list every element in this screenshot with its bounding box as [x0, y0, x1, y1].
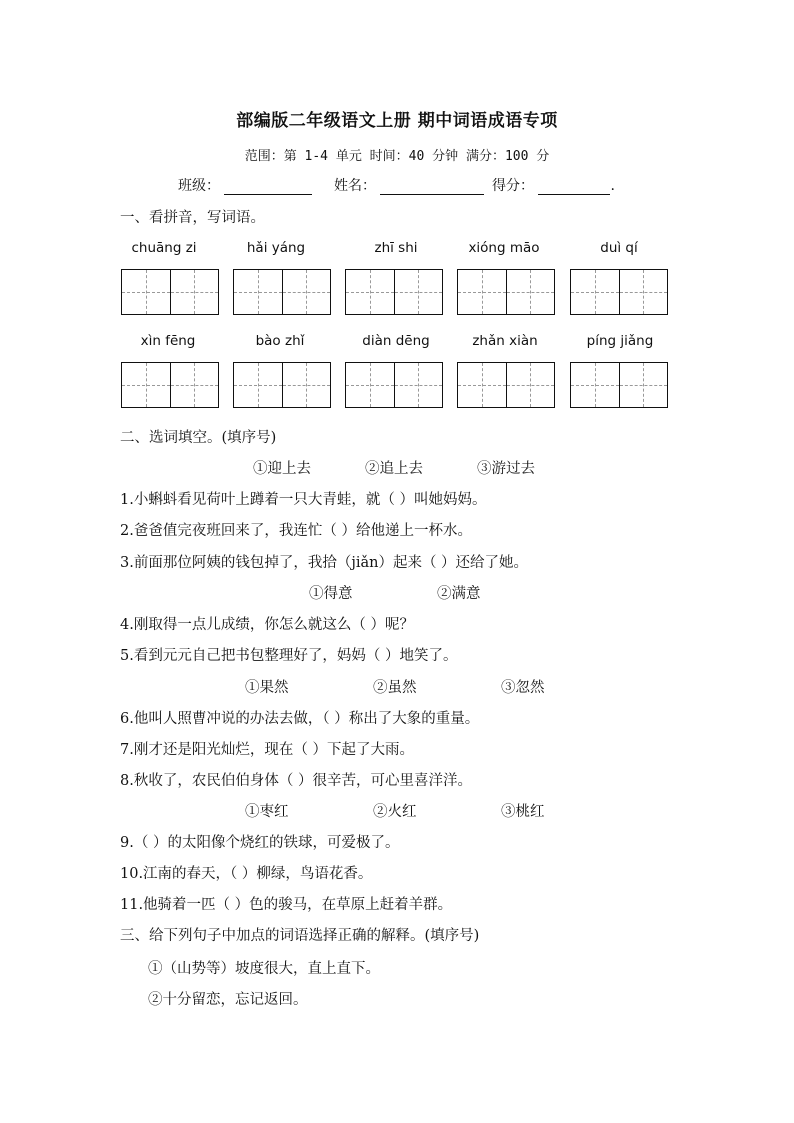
question-item: 2.爸爸值完夜班回来了，我连忙（ ）给他递上一杯水。	[120, 523, 472, 539]
class-field	[178, 175, 312, 195]
pinyin-label: duì qí	[600, 240, 638, 256]
pinyin-label: zhǎn xiàn	[472, 333, 538, 349]
writing-grid[interactable]	[570, 362, 668, 408]
question-item: 11.他骑着一匹（ ）色的骏马，在草原上赶着羊群。	[120, 897, 453, 913]
name-blank[interactable]	[380, 180, 484, 195]
question-item: 5.看到元元自己把书包整理好了，妈妈（ ）地笑了。	[120, 648, 458, 664]
pinyin-label: chuāng zi	[131, 240, 197, 256]
writing-grid[interactable]	[345, 269, 443, 315]
page-title: 部编版二年级语文上册 期中词语成语专项	[236, 111, 558, 131]
writing-grid[interactable]	[457, 269, 555, 315]
name-label: 姓名：	[334, 178, 376, 194]
pinyin-label: bào zhǐ	[255, 333, 305, 349]
writing-grid[interactable]	[570, 269, 668, 315]
question-item: 7.刚才还是阳光灿烂，现在（ ）下起了大雨。	[120, 742, 414, 758]
end-dot: .	[610, 178, 615, 194]
writing-grid[interactable]	[345, 362, 443, 408]
question-item: 6.他叫人照曹冲说的办法去做，（ ）称出了大象的重量。	[120, 711, 480, 727]
pinyin-label: píng jiǎng	[586, 333, 654, 349]
question-item: 3.前面那位阿姨的钱包掉了，我拾（jiǎn）起来（ ）还给了她。	[120, 555, 529, 571]
score-field	[492, 175, 615, 195]
question-item: 9.（ ）的太阳像个烧红的铁球，可爱极了。	[120, 835, 400, 851]
word-option: ②满意	[437, 586, 481, 602]
word-option: ③忽然	[501, 680, 545, 696]
question-item: 8.秋收了，农民伯伯身体（ ）很辛苦，可心里喜洋洋。	[120, 773, 472, 789]
pinyin-label: zhī shi	[374, 240, 418, 256]
word-option: ③桃红	[501, 804, 545, 820]
score-label: 得分：	[492, 178, 534, 194]
class-label: 班级：	[178, 178, 220, 194]
writing-grid[interactable]	[121, 269, 219, 315]
writing-grid[interactable]	[233, 362, 331, 408]
question-item: 4.刚取得一点儿成绩，你怎么就这么（ ）呢？	[120, 617, 414, 633]
word-option: ①迎上去	[253, 461, 311, 477]
score-blank[interactable]	[538, 180, 610, 195]
class-blank[interactable]	[224, 180, 312, 195]
word-option: ②虽然	[373, 680, 417, 696]
section3-heading: 三、给下列句子中加点的词语选择正确的解释。(填序号)	[120, 928, 480, 944]
word-option: ①得意	[309, 586, 353, 602]
pinyin-label: xìn fēng	[140, 333, 196, 349]
section2-heading: 二、选词填空。(填序号)	[120, 430, 277, 446]
definition-item: ①（山势等）坡度很大，直上直下。	[148, 961, 380, 977]
section1-heading: 一、看拼音，写词语。	[120, 210, 265, 226]
exam-meta: 范围：第 1-4 单元 时间：40 分钟 满分：100 分	[244, 149, 550, 164]
writing-grid[interactable]	[457, 362, 555, 408]
question-item: 1.小蝌蚪看见荷叶上蹲着一只大青蛙，就（ ）叫她妈妈。	[120, 492, 487, 508]
word-option: ②火红	[373, 804, 417, 820]
definition-item: ②十分留恋，忘记返回。	[148, 992, 308, 1008]
pinyin-label: diàn dēng	[362, 333, 430, 349]
writing-grid[interactable]	[121, 362, 219, 408]
word-option: ②追上去	[365, 461, 423, 477]
word-option: ①果然	[245, 680, 289, 696]
name-field	[334, 175, 484, 195]
question-item: 10.江南的春天，（ ）柳绿，鸟语花香。	[120, 866, 373, 882]
pinyin-label: hǎi yáng	[246, 240, 306, 256]
writing-grid[interactable]	[233, 269, 331, 315]
pinyin-label: xióng māo	[468, 240, 540, 256]
word-option: ①枣红	[245, 804, 289, 820]
word-option: ③游过去	[477, 461, 535, 477]
